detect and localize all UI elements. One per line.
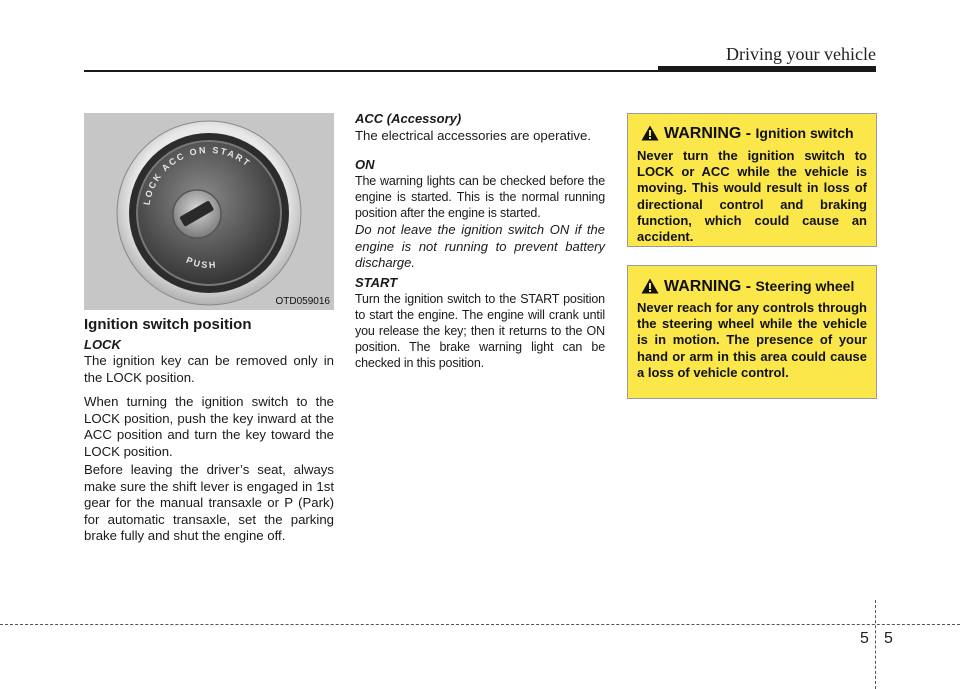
dial-label-acc: ACC (159, 150, 188, 174)
start-label: START (355, 275, 398, 290)
start-paragraph: Turn the ignition switch to the START position to start the engine. The engine will crank until you release the key; then it returns to the ON position. The brake warning light can be checked in this position. (355, 292, 605, 370)
warning-triangle-icon (641, 125, 659, 141)
dial-label-push: PUSH (184, 254, 218, 271)
on-caution-note: Do not leave the ignition switch ON if the engine is not running to prevent battery discharge. (355, 222, 605, 270)
warning-body: Never turn the ignition switch to LOCK or ACC while the vehicle is moving. This would result in loss of directional control and braking function, which could cause an accident. (637, 148, 867, 245)
warning-title-sub: Ignition switch (755, 125, 854, 141)
acc-paragraph: The electrical accessories are operative. (355, 128, 592, 143)
dial-label-lock: LOCK (141, 170, 165, 206)
warning-title (664, 278, 854, 296)
section-heading: Ignition switch position (84, 316, 252, 333)
warning-title-main: WARNING - (664, 125, 756, 142)
page-number: 5 (884, 630, 893, 647)
lock-paragraph-1: The ignition key can be removed only in the LOCK position. (84, 353, 334, 385)
on-paragraph: The warning lights can be checked before the engine is started. This is the normal running position after the engine is started. (355, 174, 605, 220)
dial-label-on: ON (188, 144, 208, 158)
warning-body: Never reach for any controls through the steering wheel while the vehicle is in motion. The presence of your hand or arm in this area could cause a loss of vehicle control. (637, 300, 867, 380)
header-rule-accent (658, 66, 876, 72)
warning-title-main: WARNING - (664, 278, 756, 295)
page-header-title: Driving your vehicle (726, 44, 876, 64)
lock-paragraph-3: Before leaving the driver’s seat, always make sure the shift lever is engaged in 1st gear for the manual transaxle or P (Park) for automatic transaxle, set the parking brake fully and shut the engine off. (84, 462, 334, 543)
acc-label: ACC (Accessory) (355, 111, 462, 126)
ignition-switch-illustration (84, 113, 334, 310)
header-rule (84, 70, 658, 72)
lock-paragraph-2: When turning the ignition switch to the LOCK position, push the key inward at the ACC position and turn the key toward the LOCK position. (84, 394, 334, 459)
footer-divider (875, 600, 876, 689)
warning-triangle-icon (641, 278, 659, 294)
footer-rule (0, 624, 960, 625)
on-label: ON (355, 157, 375, 172)
dial-label-start: START (211, 145, 253, 169)
lock-label: LOCK (84, 337, 121, 352)
ignition-switch-figure (84, 113, 334, 310)
figure-caption: OTD059016 (275, 296, 330, 307)
chapter-number: 5 (860, 630, 869, 647)
warning-box-steering-wheel (627, 265, 877, 399)
warning-title-sub: Steering wheel (755, 278, 855, 294)
warning-title (664, 125, 854, 143)
warning-box-ignition-switch (627, 113, 877, 247)
